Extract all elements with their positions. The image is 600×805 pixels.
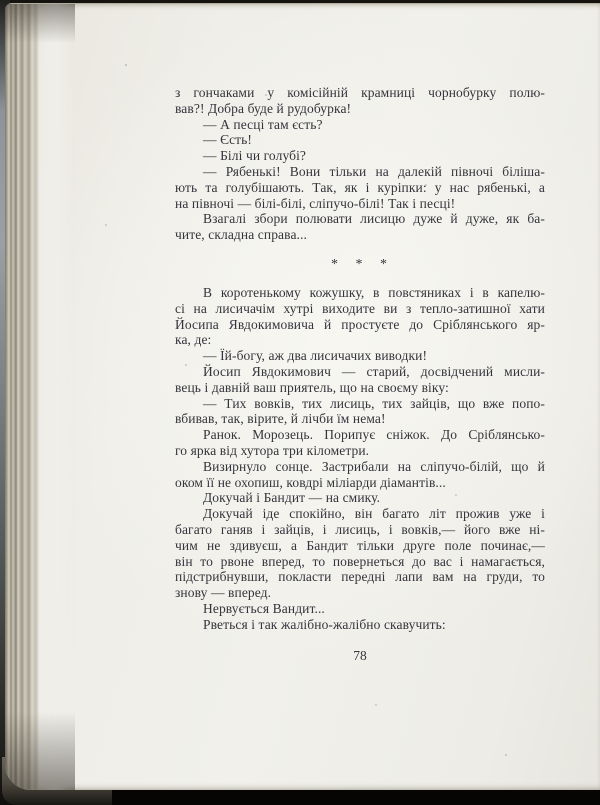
- text-line: знову — вперед.: [175, 585, 272, 601]
- text-line: — Їй-богу, аж два лисичачих виводки!: [203, 348, 428, 364]
- text-line: — А песці там єсть?: [203, 116, 323, 132]
- text-line: він то рвоне вперед, то повернеться до вас і намагається,: [175, 553, 545, 569]
- text-line: — Тих вовків, тих лисиць, тих зайців, що вже попо-: [203, 395, 545, 411]
- text-line: вбивав, так, вірите, й лічби їм нема!: [175, 411, 386, 427]
- text-line: Нервується Вандит...: [203, 600, 325, 616]
- text-line: ка, де:: [175, 332, 212, 348]
- text-line: го ярка від хутора три кілометри.: [175, 442, 370, 458]
- text-line: сі на лисичачім хутрі виходите ви з тепло-затишної хати: [175, 300, 545, 316]
- paper-specks: [125, 64, 127, 66]
- text-line: Докучай іде спокійно, він багато літ прожив уже і: [203, 506, 545, 522]
- text-line: оком її не охопиш, ковдрі міліарди діамантів...: [175, 474, 446, 490]
- page-gutter-shading: [5, 4, 75, 790]
- text-line: багато ганяв і зайців, і лисиць, і вовків,— його вже ні-: [175, 521, 545, 537]
- text-line: на півночі — білі-білі, сліпучо-білі! Так і песці!: [175, 195, 456, 211]
- text-line: Визирнуло сонце. Застрибали на сліпучо-білій, що й: [203, 458, 545, 474]
- text-line: — Білі чи голубі?: [203, 148, 307, 164]
- text-line: Докучай і Бандит — на смику.: [203, 490, 381, 506]
- text-line: Ранок. Морозець. Порипує сніжок. До Сріблянсько-: [203, 427, 545, 443]
- text-line: підстрибнувши, покласти передні лапи вам на груди, то: [175, 569, 545, 585]
- text-line: чим не здивуєш, а Бандит тільки друге поле починає,—: [175, 537, 545, 553]
- text-line: ють та голубішають. Так, як і куріпки: у нас рябенькі, а: [175, 179, 545, 195]
- paragraph-block-2: [175, 285, 545, 633]
- text-line: вав?! Добра буде й рудобурка!: [175, 100, 352, 116]
- book-page: [5, 3, 600, 790]
- text-line: Йосипа Явдокимовича й простуєте до Сріблянського яр-: [175, 316, 545, 332]
- text-line: Взагалі збори полювати лисицю дуже й дуже, як ба-: [203, 211, 545, 227]
- page-number: 78: [353, 648, 367, 663]
- text-column: [175, 85, 545, 633]
- text-line: вець і давній ваш приятель, що на своєму віку:: [175, 379, 449, 395]
- text-line: чите, складна справа...: [175, 227, 307, 243]
- text-line: — Єсть!: [203, 132, 253, 148]
- paragraph-block-1: [175, 85, 545, 243]
- section-separator: * * *: [331, 256, 389, 272]
- text-line: — Рябенькі! Вони тільки на далекій півночі біліша-: [203, 163, 545, 179]
- text-line: В коротенькому кожушку, в повстяниках і в капелю-: [203, 284, 545, 300]
- text-line: Йосип Явдокимович — старий, досвідчений мисли-: [203, 363, 545, 379]
- text-line: Рветься і так жалібно-жалібно скавучить:: [203, 616, 446, 632]
- text-line: з гончаками у комісійній крамниці чорнобурку полю-: [175, 85, 545, 100]
